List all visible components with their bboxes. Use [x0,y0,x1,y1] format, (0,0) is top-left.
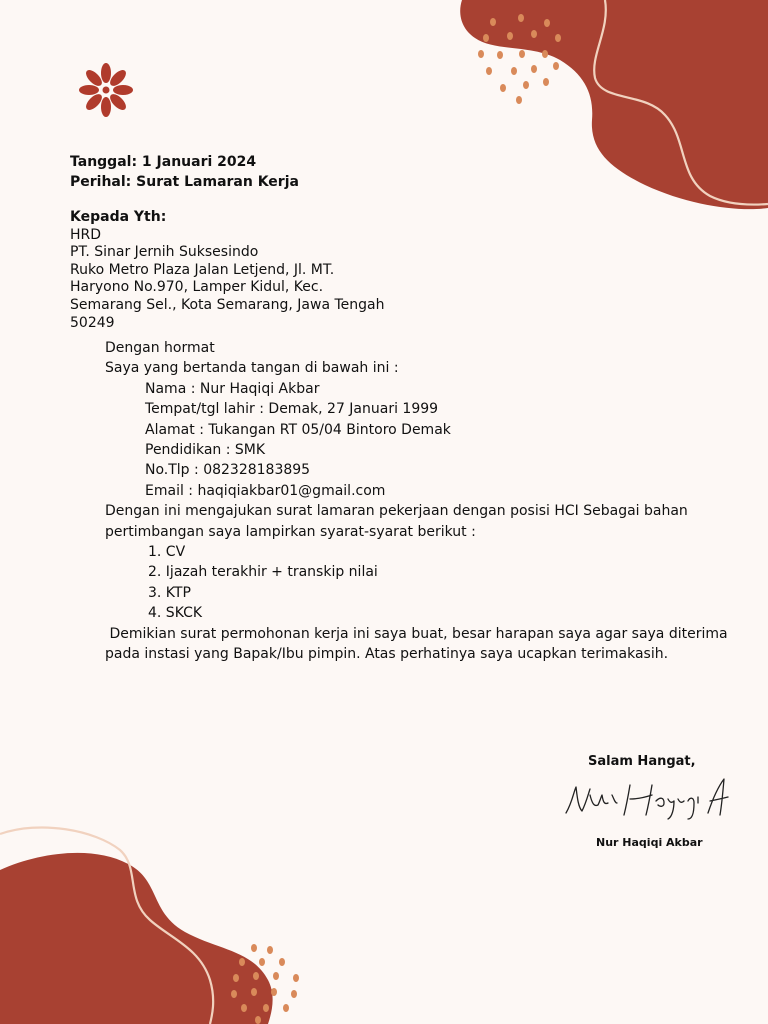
decor-dots-top [476,14,576,106]
closing-paragraph-line: Demikian surat permohonan kerja ini saya buat, besar harapan saya agar saya diterima [105,625,728,642]
salutation-closing: Salam Hangat, [588,754,696,769]
detail-line: Alamat : Tukangan RT 05/04 Bintoro Demak [145,421,451,438]
date-line: Tanggal: 1 Januari 2024 [70,154,257,170]
intro-line: Saya yang bertanda tangan di bawah ini : [105,360,399,377]
application-line: pertimbangan saya lampirkan syarat-syarat berikut : [105,523,476,540]
recipient-line: 50249 [70,314,115,331]
detail-line: Email : haqiqiakbar01@gmail.com [145,482,386,499]
greeting: Dengan hormat [105,340,215,356]
recipient-line: Haryono No.970, Lamper Kidul, Kec. [70,279,324,296]
flower-ornament-icon [74,58,138,122]
letter-body [105,338,728,665]
detail-line: Pendidikan : SMK [145,442,266,459]
recipient-line: PT. Sinar Jernih Suksesindo [70,244,259,261]
subject-line: Perihal: Surat Lamaran Kerja [70,174,299,190]
application-line: Dengan ini mengajukan surat lamaran pekerjaan dengan posisi HCI Sebagai bahan [105,503,688,520]
attachment-item: 1. CV [148,544,186,561]
recipient-line: Ruko Metro Plaza Jalan Letjend, Jl. MT. [70,261,335,278]
closing-paragraph-line: pada instasi yang Bapak/Ibu pimpin. Atas perhatinya saya ucapkan terimakasih. [105,646,669,663]
attachment-item: 2. Ijazah terakhir + transkip nilai [148,564,378,581]
attachment-item: 4. SKCK [148,605,203,622]
detail-line: Nama : Nur Haqiqi Akbar [145,380,320,397]
detail-line: Tempat/tgl lahir : Demak, 27 Januari 1999 [145,401,439,418]
decor-dots-bottom [224,940,314,1024]
recipient-line: HRD [70,226,102,243]
recipient-heading: Kepada Yth: [70,209,167,225]
recipient-block [70,209,384,332]
recipient-line: Semarang Sel., Kota Semarang, Jawa Tengah [70,296,385,313]
letter-header [70,152,299,192]
detail-line: No.Tlp : 082328183895 [145,462,311,479]
attachment-item: 3. KTP [148,584,191,601]
signer-name: Nur Haqiqi Akbar [596,836,703,849]
handwritten-signature [560,773,732,827]
